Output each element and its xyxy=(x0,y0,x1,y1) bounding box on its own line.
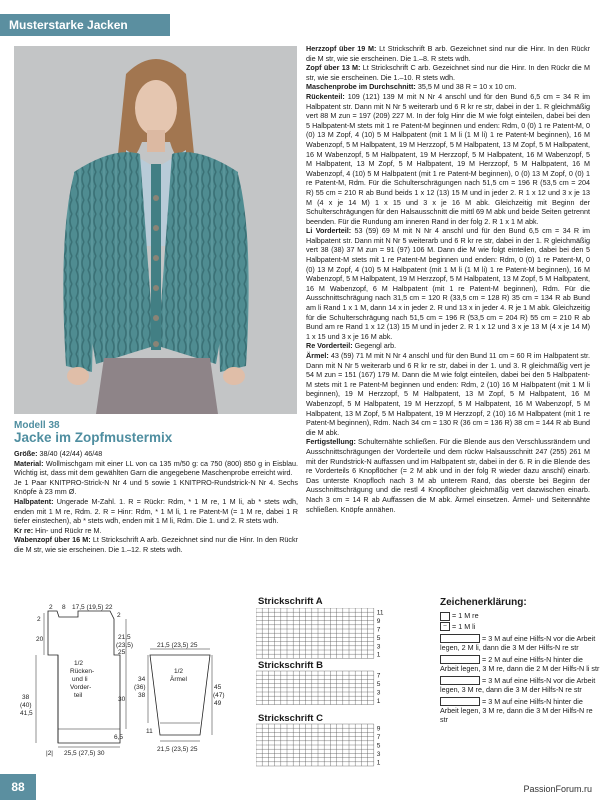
cable-symbol-icon xyxy=(440,697,480,706)
legend-item-purl xyxy=(440,622,600,632)
piece-label-2: Rücken- xyxy=(70,668,95,675)
krre-text: Hin- und Rückr re M. xyxy=(33,525,102,535)
chart-row-number: 1 xyxy=(376,651,381,659)
wabenzopf-text: Lt Strickschrift A arb. Gezeichnet sind nur die Hinr. In den Rückr die M str, wie sie erscheinen. Die 1.–12. R stets wdh. xyxy=(14,535,298,554)
finishing-label: Fertigstellung: xyxy=(306,437,356,447)
sleeve-label: Ärmel: xyxy=(306,351,329,360)
sleeve-36: (36) xyxy=(134,684,146,691)
chart-a-grid xyxy=(256,608,384,659)
instructions-right-column xyxy=(306,44,590,514)
sleeve-bottom-width: 21,5 (23,5) 25 xyxy=(157,746,198,753)
piece-label-5: teil xyxy=(74,692,83,699)
model-photo xyxy=(14,46,297,414)
chart-row-number: 1 xyxy=(376,759,381,767)
dim-right-21-5: 21,5 xyxy=(118,634,131,641)
legend-text: = 3 M auf eine Hilfs-N vor die Arbeit legen, 3 M re, dann die 3 M der Hilfs-N re str xyxy=(440,676,596,695)
model-number: Modell 38 xyxy=(14,420,60,431)
cable-symbol-icon xyxy=(440,676,480,685)
sleeve-38: 38 xyxy=(138,692,146,699)
piece-label-1: 1/2 xyxy=(74,660,84,667)
dim-top-8: 8 xyxy=(62,604,66,611)
cable-symbol-icon xyxy=(440,634,480,643)
chart-row-number: 1 xyxy=(376,697,381,705)
chart-b-title: Strickschrift B xyxy=(258,660,323,671)
dim-bottom-6-5: 6,5 xyxy=(114,734,124,741)
needles-text: Je 1 Paar KNITPRO-Strick-N Nr 4 und 5 sowie 1 KNITPRO-Rundstrick-N Nr 4. Sechs Knöpfe à 23 mm Ø. xyxy=(14,477,298,497)
zopf-text: Lt Strickschrift C arb. Gezeichnet sind nur die Hinr. In den Rückr die M str, wie sie erscheinen. Die 1.–10. R stets wdh. xyxy=(306,63,590,82)
dim-right-2: 2 xyxy=(117,612,121,619)
gauge-label: Maschenprobe im Durchschnitt: xyxy=(306,82,416,92)
dim-left-2: 2 xyxy=(37,616,41,623)
chart-row-number: 3 xyxy=(376,689,381,697)
chart-row-number: 9 xyxy=(376,618,381,626)
back-text: 109 (121) 139 M mit N Nr 4 anschl und für den Bund 6,5 cm = 34 R im Halbpatent str. Dann mit N Nr 5 weiterarb und 6 R kr re str, dabei in der 1. R gleichmäßig vert 88 M zun = 197 (209) 227 M. In der folg Hinr die M wie folgt einteilen, dabei bei den 5 Halbpatent-M stets mit 1 re Patent-M beginnen und enden: Rdm, 0 (0) 1 re Patent-M, 0 (0) 13 M Zopf, 4 (10) 5 M Halbpatent (mit 1 M li (1 M li) 1 re Patent-M beginnen), 16 M Wabenzopf, 5 M Halbpatent, 19 M Herzzopf, 5 M Halbpatent, 13 M Zopf, 5 M Halbpatent, 16 M Wabenzopf, 5 M Halbpatent, 19 M Herzzopf, 5 M Halbpatent, 16 M Wabenzopf, 5 M Halbpatent, 13 M Zopf, 5 M Halbpatent, 19 M Herzzopf, 5 M Halbpatent, 16 M Wabenzopf, 4 (10) 5 M Halbpatent (mit 1 re Patent-M beginnen), 0 (0) 13 M Zopf, 0 (0) 1 re Patent-M, Rdm. Für die Schulterschrägungen nach 51,5 cm = 196 R (53,5 cm = 204 R) 55 cm = 210 R ab Bund beids 1 x 12 (13) 15 M und in jeder 2. R 1 x 12 und 3 x je 13 M (4 x je 14 M) 1 x 15 und 3 x je 16 M abk. Gleichzeitig mit Beginn der Schulterschrägungen für den Halsausschnitt die mittl 69 M abk und beide Seiten getrennt beenden. Für die Rundung am inneren Rand in der folg 2. R 1 x 1 M abk. xyxy=(306,91,590,226)
knitting-charts xyxy=(256,608,396,780)
dim-bottom-width: 25,5 (27,5) 30 xyxy=(64,750,105,757)
sleeve-34: 34 xyxy=(138,676,146,683)
sleeve-11: 11 xyxy=(146,728,153,735)
krre-label: Kr re: xyxy=(14,525,34,535)
dim-left-41-5: 41,5 xyxy=(20,710,33,717)
dim-right-25: 25 xyxy=(118,649,126,656)
legend xyxy=(440,598,600,725)
legend-item-knit xyxy=(440,611,600,621)
sleeve-47: (47) xyxy=(213,692,225,699)
dim-right-23-5: (23,5) xyxy=(116,642,133,649)
chart-a-title: Strickschrift A xyxy=(258,596,323,607)
legend-text: = 2 M auf eine Hilfs-N hinter die Arbeit legen, 3 M re, dann die 2 M der Hilfs-N li str xyxy=(440,655,600,674)
herzzopf-label: Herzzopf über 19 M: xyxy=(306,44,377,53)
instructions-left-column xyxy=(14,449,298,555)
piece-label-4: Vorder- xyxy=(70,684,92,691)
legend-item-cable4 xyxy=(440,697,600,724)
material-text: Wollmischgarn mit einer LL von ca 135 m/50 g: ca 750 (800) 850 g in Eisblau. Wichtig ist, dass mit dem gewählten Garn die angegebene Maschenprobe erreicht wird. xyxy=(14,458,298,478)
dim-right-30: 30 xyxy=(118,696,126,703)
dim-side-20: 20 xyxy=(36,636,44,643)
chart-row-number: 5 xyxy=(376,742,381,750)
chart-row-number: 3 xyxy=(376,750,381,758)
gauge-text: 35,5 M und 38 R = 10 x 10 cm. xyxy=(415,82,517,92)
size-value: 38/40 (42/44) 46/48 xyxy=(37,449,103,458)
chart-row-number: 9 xyxy=(376,725,381,733)
sleeve-45: 45 xyxy=(214,684,222,691)
wabenzopf-label: Wabenzopf über 16 M: xyxy=(14,535,91,545)
chart-row-number: 5 xyxy=(376,634,381,642)
chart-row-number: 7 xyxy=(376,672,381,680)
sleeve-top-width: 21,5 (23,5) 25 xyxy=(157,642,198,649)
legend-item-cable2 xyxy=(440,655,600,673)
material-label: Material: xyxy=(14,458,44,468)
piece-label-3: und li xyxy=(72,676,88,683)
section-header: Musterstarke Jacken xyxy=(0,14,170,36)
chart-c-grid xyxy=(256,724,381,766)
chart-row-number: 3 xyxy=(376,643,381,651)
site-watermark: PassionForum.ru xyxy=(523,784,592,794)
size-label: Größe: xyxy=(14,449,38,458)
chart-b-grid xyxy=(256,671,381,705)
sleeve-label-2: Ärmel xyxy=(170,676,187,683)
legend-text: = 1 M li xyxy=(452,621,476,631)
legend-item-cable1 xyxy=(440,634,600,652)
left-front-text: 53 (59) 69 M mit N Nr 4 anschl und für den Bund 6,5 cm = 34 R im Halbpatent str. Dann mit N Nr 5 weiterarb und 6 R kr re str, dabei in der 1. R gleichmäßig vert 38 (38) 37 M zun = 91 (97) 106 M. Dann die M wie folgt einteilen, dabei bei den 5 Halbpatent-M stets mit 1 re Patent-M beginnen und enden: Rdm, 0 (0) 1 re Patent-M, 0 (0) 13 M Zopf, 4 (10) 5 M Halbpatent (mit 1 M li (1 M li) 1 re Patent-M beginnen), 16 M Wabenzopf, 5 M Halbpatent, 19 M Herzzopf, 5 M Halbpatent, 13 M Zopf, 5 M Halbpatent, 16 M Wabenzopf, 6 M Halbpatent (mit 1 re Patent-M beginnen), Rdm. Für die Ausschnittschrägung nach 31,5 cm = 120 R (33,5 cm = 128 R) 35 cm = 134 R ab Bund am li Rand 1 x 1 M, dann 14 x in jeder 2. R und 13 x in jeder 4. R je 1 M abk. Gleichzeitig für die Schulterschrägung nach 51,5 cm = 196 R (53,5 cm = 204 R) 55 cm = 210 R ab Bund am re Rand 1 x 12 (13) 15 M und in jeder 2. R 1 x 12 und 3 x je 13 M (4 x je 14 M) 1 x 15 und 3 x je 16 M abk. xyxy=(306,226,591,341)
herzzopf-text: Lt Strickschrift B arb. Gezeichnet sind nur die Hinr. In den Rückr die M str, wie sie erscheinen. Die 1.–8. R stets wdh. xyxy=(306,44,590,63)
dim-top-left: 2 xyxy=(49,604,53,611)
dim-top-width: 17,5 (19,5) 22 xyxy=(72,604,113,611)
legend-item-cable3 xyxy=(440,676,600,694)
sleeve-49: 49 xyxy=(214,700,222,707)
sleeve-label-1: 1/2 xyxy=(174,668,184,675)
legend-text: = 1 M re xyxy=(452,611,479,620)
dim-bottom-2: |2| xyxy=(46,750,53,757)
legend-text: = 3 M auf eine Hilfs-N hinter die Arbeit legen, 3 M re, dann die 3 M der Hilfs-N re str xyxy=(440,697,593,725)
dim-left-38: 38 xyxy=(22,694,30,701)
page-number: 88 xyxy=(0,774,36,800)
cable-symbol-icon xyxy=(440,655,480,664)
knit-symbol-icon xyxy=(440,612,450,621)
right-front-label: Re Vorderteil: xyxy=(306,341,353,351)
chart-row-number: 7 xyxy=(376,734,381,742)
sleeve-text: 43 (59) 71 M mit N Nr 4 anschl und für den Bund 11 cm = 60 R im Halbpatent str. Dann mit N Nr 5 weiterarb und 6 R kr re str, dabei in der 1. und 3. R gleichmäßig vert je 54 M zun = 151 (167) 179 M. Dann die M wie folgt einteilen, dabei bei den 5 Halbpatent-M stets mit 1 re Patent-M beginnen und enden: Rdm, 2 (10) 16 M Halbpatent (mit 1 M li beginnen), 19 M Herzzopf, 5 M Halbpatent, 13 M Zopf, 5 M Halbpatent, 16 M Wabenzopf, 5 M Halbpatent, 19 M Herzzopf, 5 M Halbpatent, 16 M Wabenzopf, 5 M Halbpatent, 13 M Zopf, 5 M Halbpatent, 19 M Herzzopf, 2 (10) 16 M Halbpatent (mit 1 re Patent-M beginnen), Rdm. Nach 34 cm = 130 R (36 cm = 136 R) 38 cm = 144 R ab Bund die M abk. xyxy=(306,351,590,437)
model-heading xyxy=(14,420,297,445)
back-label: Rückenteil: xyxy=(306,91,345,101)
chart-row-number: 7 xyxy=(376,626,381,634)
halbpatent-text: Ungerade M-Zahl. 1. R = Rückr: Rdm, * 1 M re, 1 M li, ab * stets wdh, enden mit 1 M re, Rdm. 2. R = Hinr: Rdm, * 1 M li, 1 re Patent-M (= 1 M re, dabei 1 R tiefer einstechen), ab * stets wdh, enden mit 1 M li, Rdm. Die 1. und 2. R stets wdh. xyxy=(14,496,298,526)
chart-row-number: 5 xyxy=(376,681,381,689)
chart-row-number: 11 xyxy=(376,609,384,617)
zopf-label: Zopf über 13 M: xyxy=(306,63,361,73)
right-front-text: Gegengl arb. xyxy=(352,341,397,351)
legend-text: = 3 M auf eine Hilfs-N vor die Arbeit legen, 2 M li, dann die 3 M der Hilfs-N re str xyxy=(440,634,596,653)
legend-title: Zeichenerklärung: xyxy=(440,597,527,608)
purl-symbol-icon: – xyxy=(440,622,450,631)
left-front-label: Li Vorderteil: xyxy=(306,226,352,236)
halbpatent-label: Halbpatent: xyxy=(14,496,54,506)
model-title: Jacke im Zopfmustermix xyxy=(14,430,173,445)
dim-left-40: (40) xyxy=(20,702,32,709)
finishing-text: Schulternähte schließen. Für die Blende aus den Verschlussrändern und Ausschnittschrägungen der Vorderteile und dem rückw Halsausschnitt 247 (255) 261 M mit der Rundstrick-N auffassen und im Halbpatent str, dabei in der 6. R in die Blende des re Vorderteils 6 Knopflöcher (= 2 M abk und in der folg R wieder dazu anschl) einarb. Das unterste Knopfloch nach 3 M ab unterem Rand, das oberste bei Beginn der Ausschnittschrägung und die restl 4 Knopflöcher gleichmäßig vert dazwischen einarb. Nach 3 cm = 14 R ab Auffassen die M abk. Ärmel einsetzen. Ärmel- und Seitennähte schließen. Knöpfe annähen. xyxy=(306,437,590,514)
chart-c-title: Strickschrift C xyxy=(258,713,323,724)
